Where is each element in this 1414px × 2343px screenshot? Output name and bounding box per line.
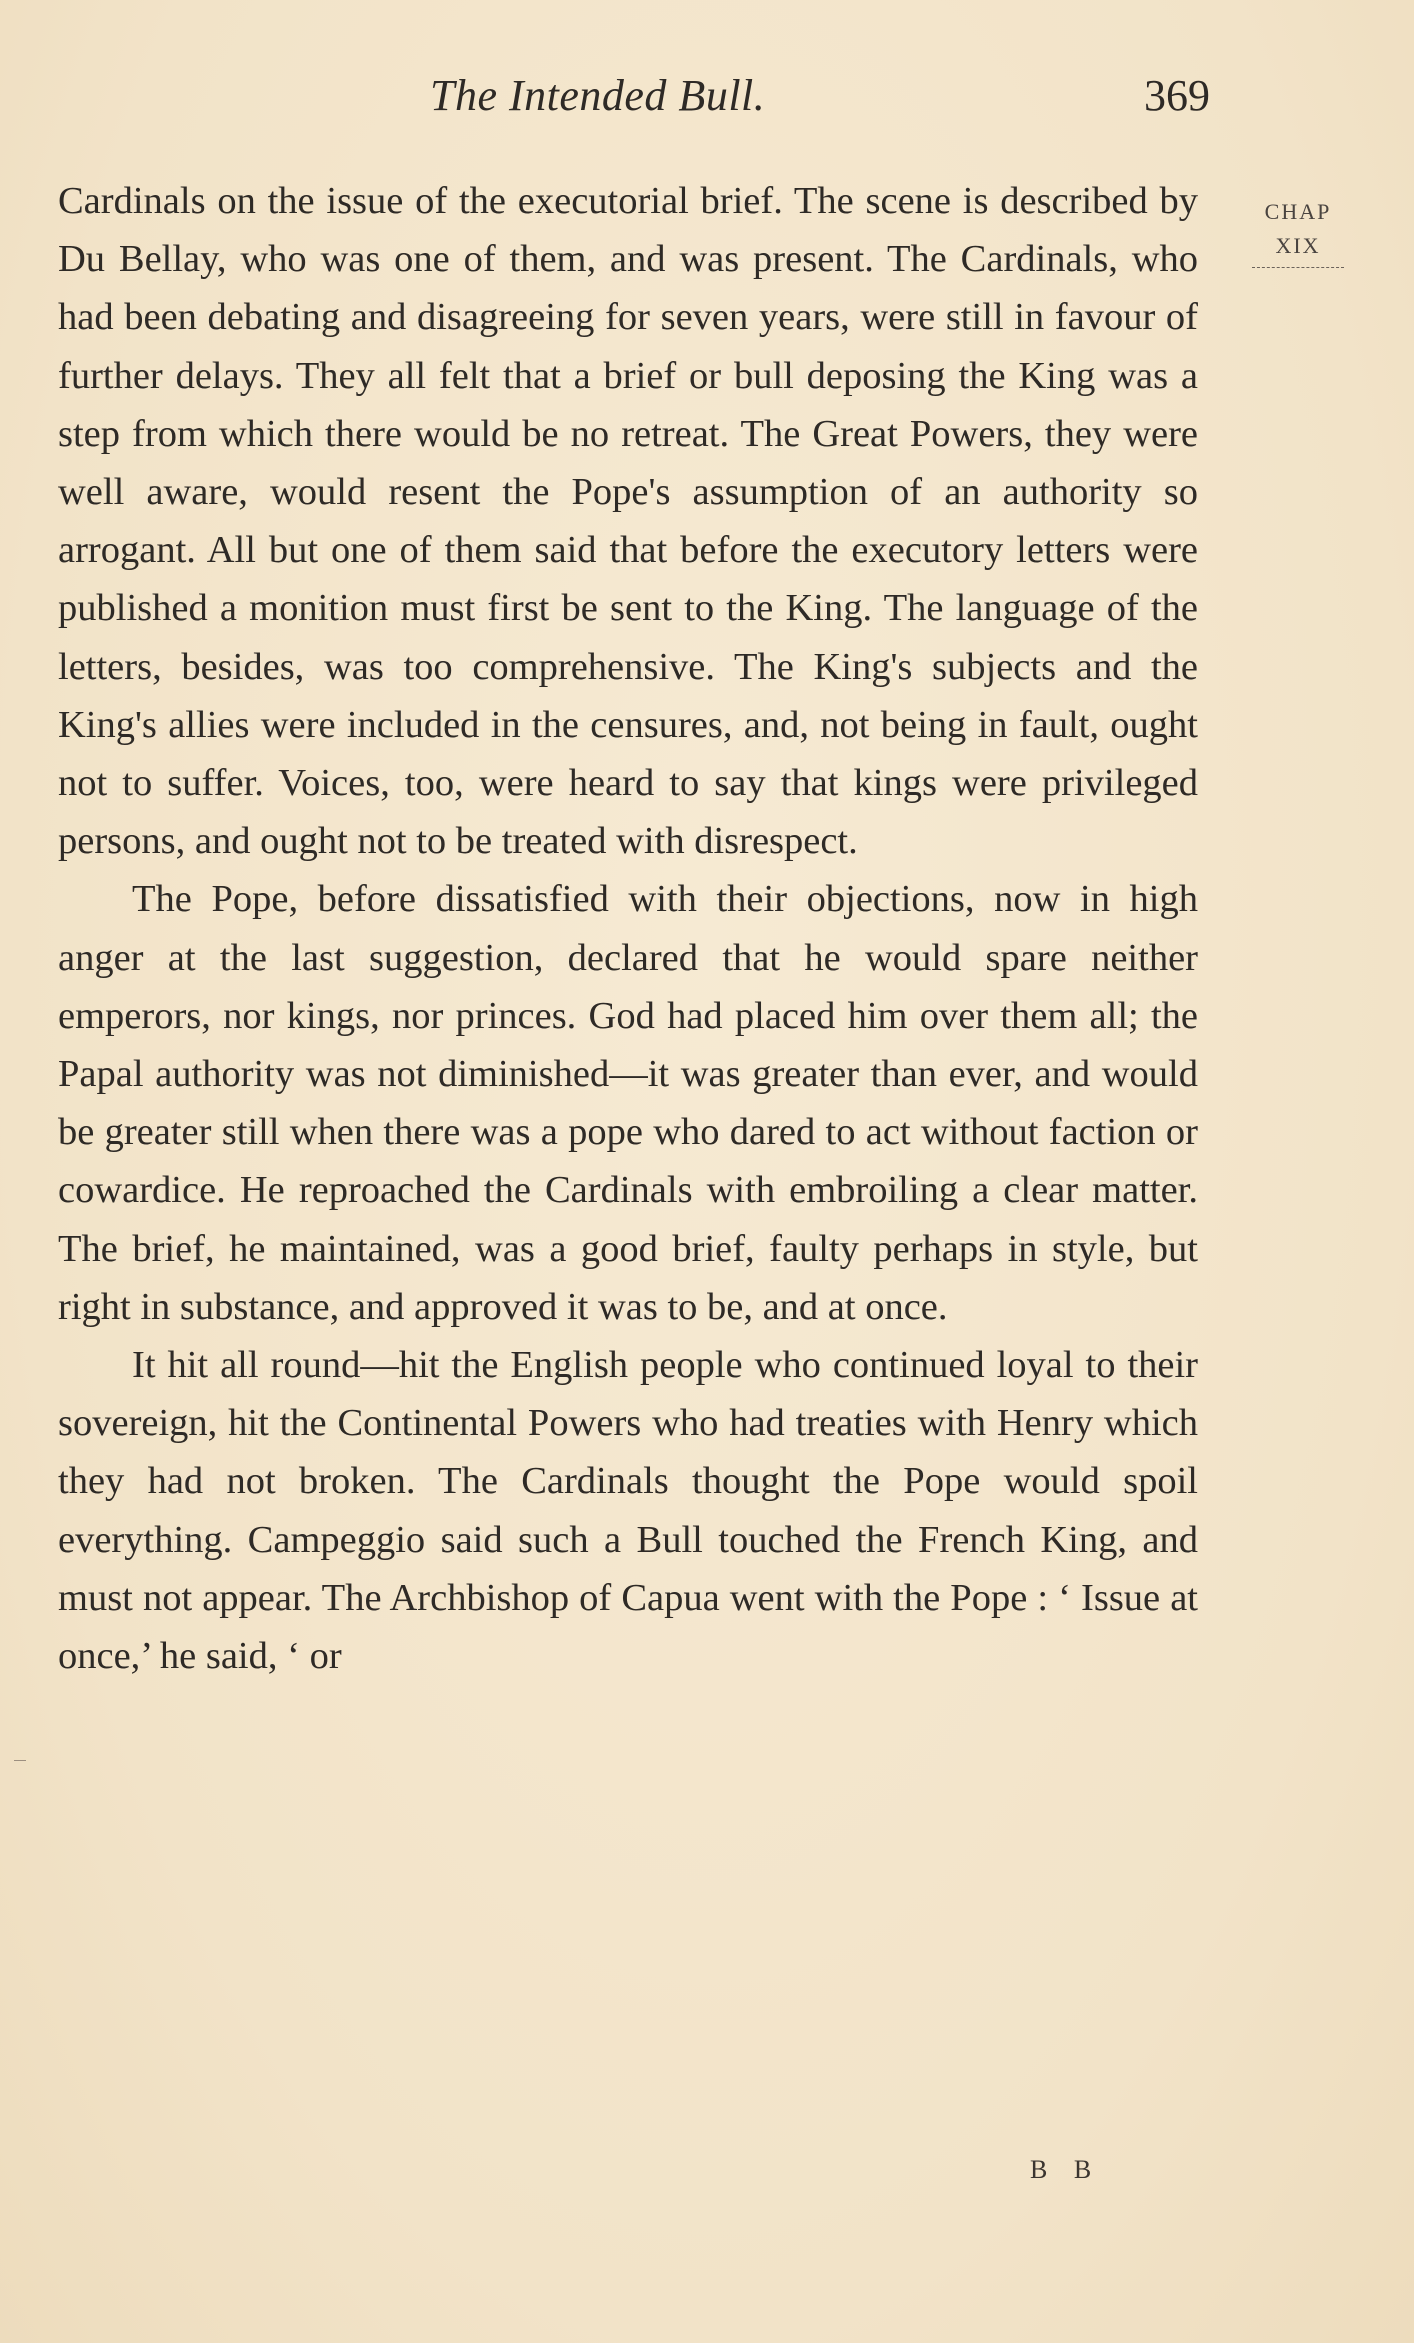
chapter-marginal-note — [1238, 195, 1358, 268]
marginal-rule — [1252, 267, 1344, 268]
paragraph-2: The Pope, before dissatisfied with their objections, now in high anger at the last suggestion, declared that he would spare neither emperors, nor kings, nor princes. God had placed him over them all; the Papal authority was not diminished—it was greater than ever, and would be greater still when there was a pope who dared to act without faction or cowardice. He reproached the Cardinals with embroiling a clear matter. The brief, he maintained, was a good brief, faulty perhaps in style, but right in substance, and approved it was to be, and at once. — [58, 878, 1198, 1328]
paragraph-1: Cardinals on the issue of the executorial brief. The scene is described by Du Bellay, who was one of them, and was present. The Cardinals, who had been debating and disagreeing for seven years, were still in favour of further delays. They all felt that a brief or bull deposing the King was a step from which there would be no retreat. The Great Powers, they were well aware, would resent the Pope's assumption of an authority so arrogant. All but one of them said that before the executory letters were published a monition must first be sent to the King. The language of the letters, besides, was too comprehensive. The King's subjects and the King's allies were included in the censures, and, not being in fault, ought not to suffer. Voices, too, were heard to say that kings were privileged persons, and ought not to be treated with disrespect. — [58, 180, 1198, 863]
paragraph-3: It hit all round—hit the English people who continued loyal to their sovereign, hit the Continental Powers who had treaties with Henry which they had not broken. The Cardinals thought the Pope would spoil everything. Campeggio said such a Bull touched the French King, and must not appear. The Archbishop of Capua went with the Pope : ‘ Issue at once,’ he said, ‘ or — [58, 1344, 1198, 1678]
body-text — [58, 172, 1198, 1685]
signature-mark: B B — [1030, 2155, 1102, 2184]
chapter-number: XIX — [1275, 233, 1321, 258]
margin-mark — [14, 1760, 26, 1761]
running-head — [60, 70, 1210, 130]
running-title: The Intended Bull. — [430, 71, 766, 120]
page-number: 369 — [1144, 71, 1210, 120]
chapter-label: CHAP — [1264, 199, 1332, 224]
